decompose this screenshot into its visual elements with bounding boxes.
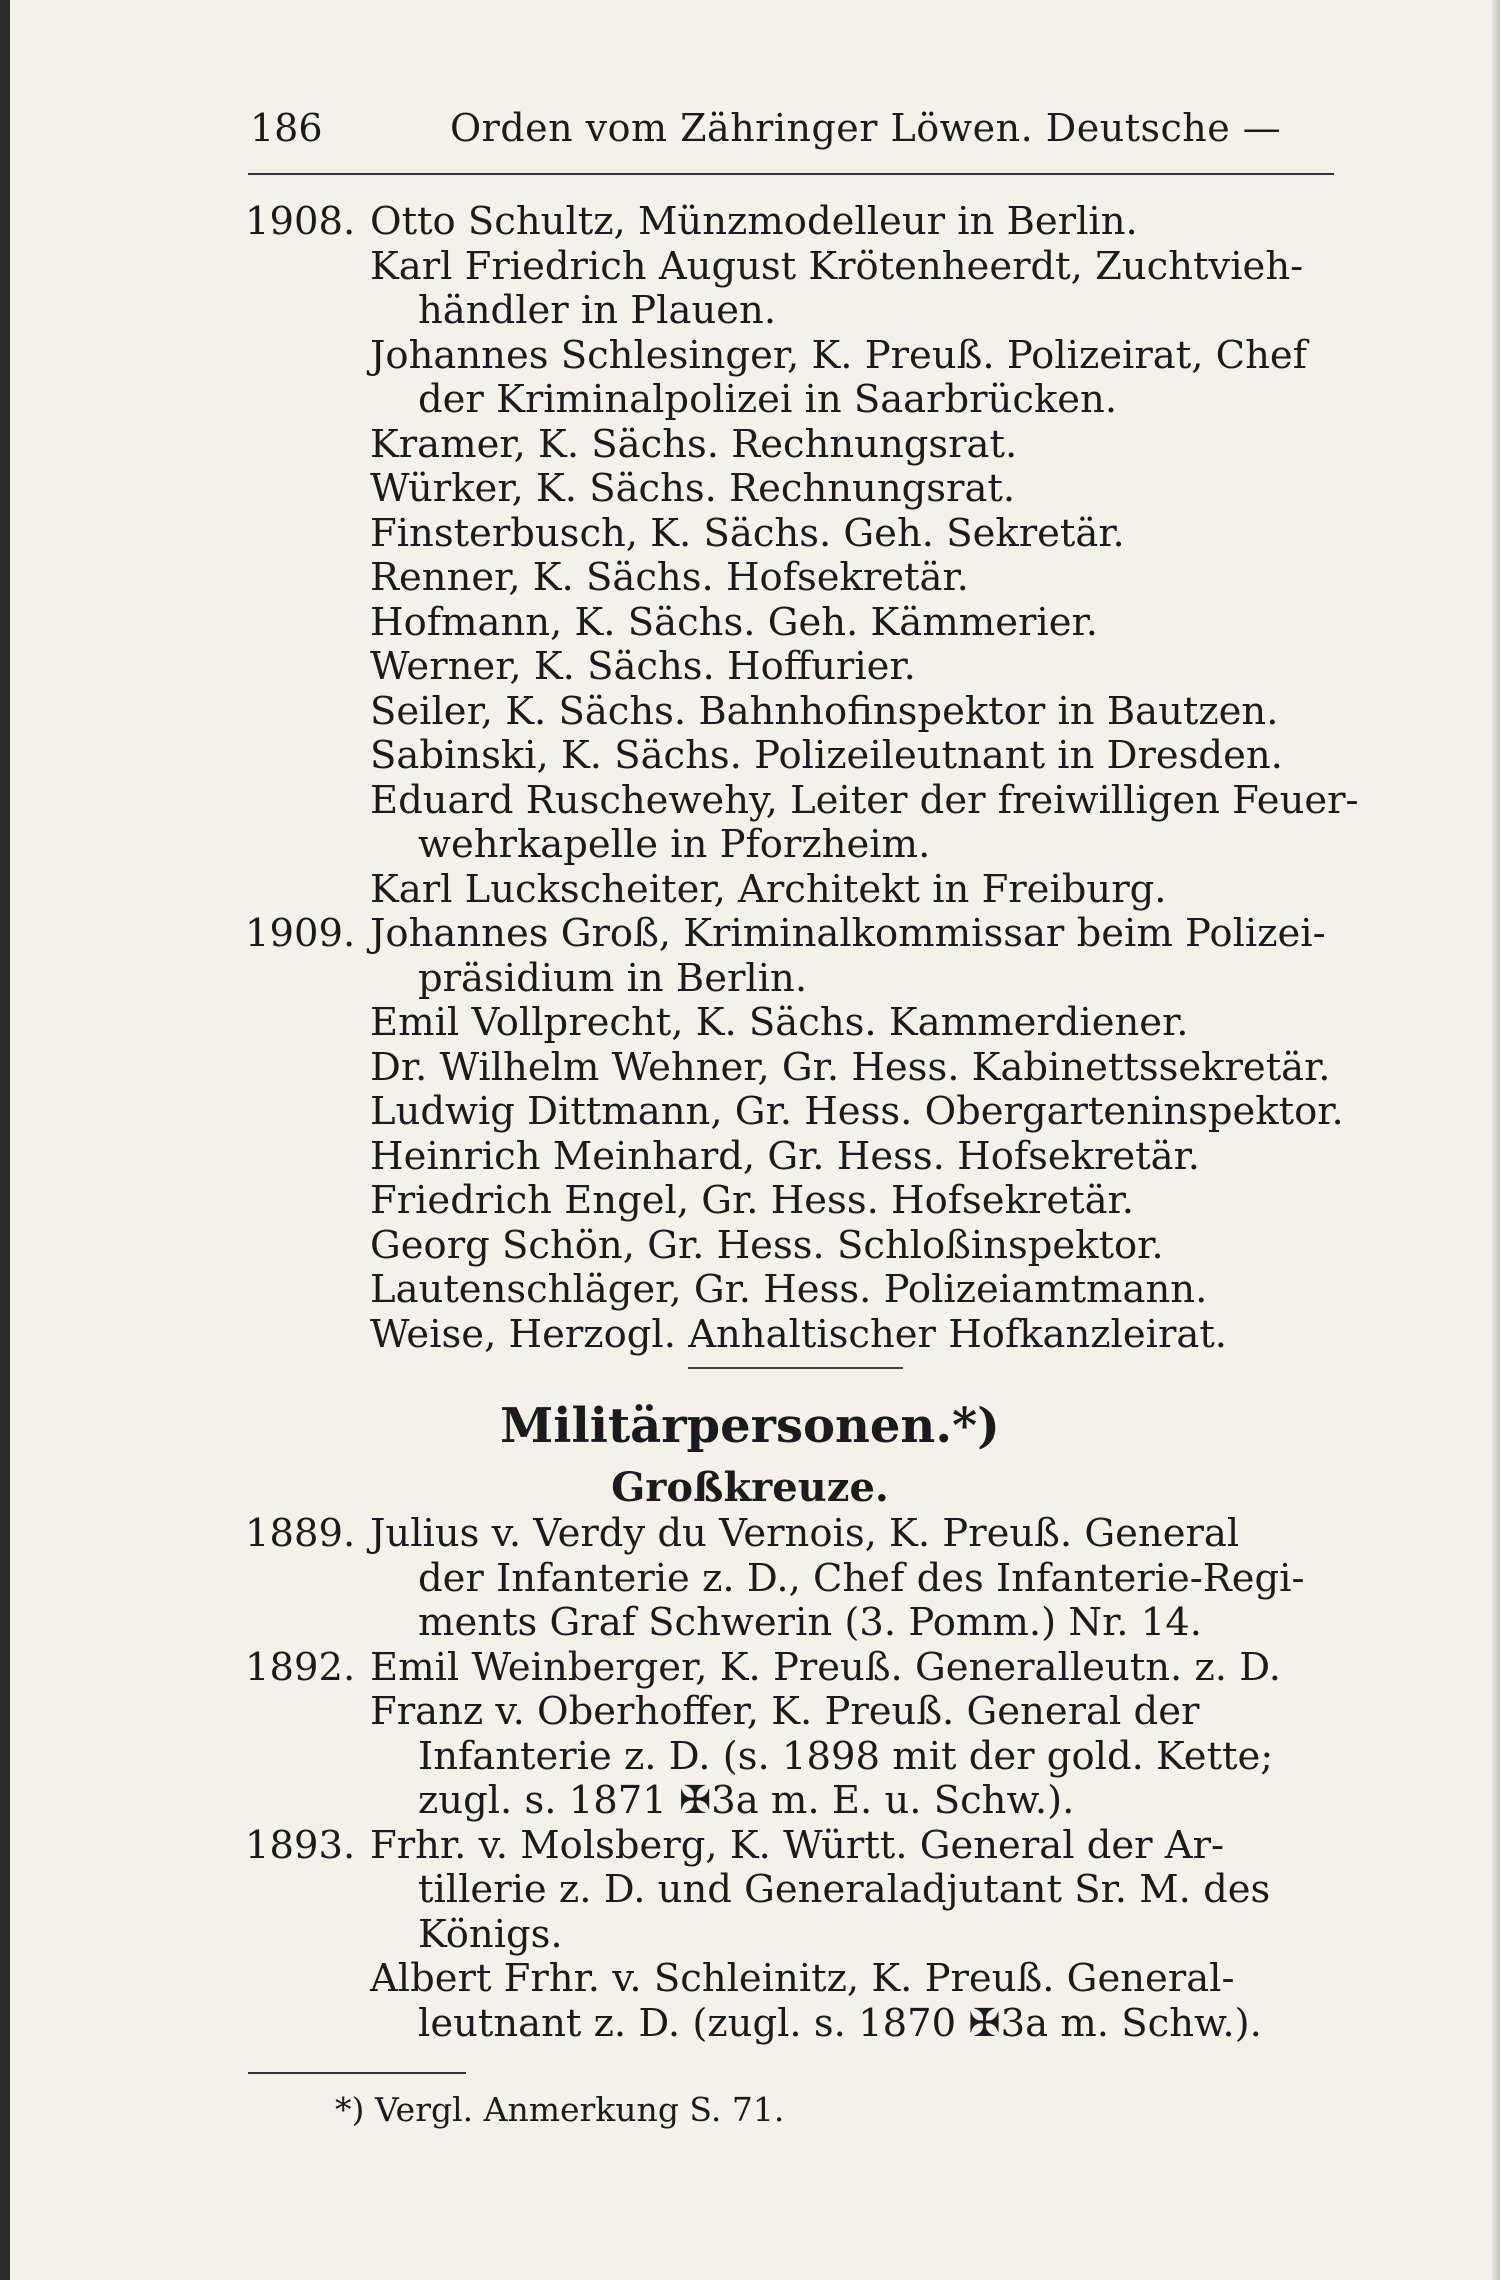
entry-text: Emil Vollprecht, K. Sächs. Kammerdiener. <box>370 1000 1189 1045</box>
entry-line <box>245 467 1345 512</box>
entry-line <box>245 200 1345 245</box>
footnote: *) Vergl. Anmerkung S. 71. <box>335 2090 785 2129</box>
entry-text: Ludwig Dittmann, Gr. Hess. Obergarteninspektor. <box>370 1089 1344 1134</box>
entry-year: 1908. <box>245 199 356 244</box>
entry-continuation: Infanterie z. D. (s. 1898 mit der gold. Kette; <box>418 1733 1274 1779</box>
entry-text: Johannes Groß, Kriminalkommissar beim Polizei- <box>370 911 1326 956</box>
entry-line <box>245 1690 1345 1735</box>
entry-line <box>245 1646 1345 1691</box>
entry-line <box>245 1046 1345 1091</box>
entry-line <box>245 957 1345 1002</box>
entry-text: Georg Schön, Gr. Hess. Schloßinspektor. <box>370 1222 1164 1268</box>
entry-continuation: leutnant z. D. (zugl. s. 1870 ✠3a m. Schw.). <box>418 2000 1262 2046</box>
entry-line <box>245 1913 1345 1958</box>
header-rule <box>248 173 1334 175</box>
entry-line <box>245 1090 1345 1135</box>
entry-line <box>245 690 1345 735</box>
entry-year: 1909. <box>245 911 356 956</box>
entry-line <box>245 645 1345 690</box>
entry-year: 1892. <box>245 1644 356 1690</box>
entry-text: Heinrich Meinhard, Gr. Hess. Hofsekretär. <box>370 1133 1201 1179</box>
entry-text: Emil Weinberger, K. Preuß. Generalleutn. z. D. <box>370 1644 1281 1690</box>
civil-persons-list <box>245 199 1359 1357</box>
entry-text: Finsterbusch, K. Sächs. Geh. Sekretär. <box>370 510 1125 556</box>
entry-line <box>245 556 1345 601</box>
entry-line <box>245 1557 1345 1602</box>
entry-line <box>245 1224 1345 1269</box>
entry-text: Frhr. v. Molsberg, K. Württ. General der Ar- <box>370 1822 1225 1868</box>
entry-line <box>245 1512 1345 1557</box>
entry-text: Hofmann, K. Sächs. Geh. Kämmerier. <box>370 599 1098 645</box>
entry-line <box>245 1601 1345 1646</box>
section-subtitle: Großkreuze. <box>611 1464 889 1511</box>
entry-line <box>245 601 1345 646</box>
entry-line <box>245 1313 1345 1358</box>
entry-text: Otto Schultz, Münzmodelleur in Berlin. <box>370 199 1138 244</box>
entry-continuation: wehrkapelle in Pforzheim. <box>418 822 931 867</box>
entry-line <box>245 512 1345 557</box>
entry-line <box>245 245 1345 290</box>
entry-text: Albert Frhr. v. Schleinitz, K. Preuß. General- <box>370 1956 1235 2001</box>
entry-text: Franz v. Oberhoffer, K. Preuß. General der <box>370 1689 1200 1734</box>
entry-line <box>245 2002 1345 2047</box>
entry-text: Renner, K. Sächs. Hofsekretär. <box>370 555 969 600</box>
entry-text: Weise, Herzogl. Anhaltischer Hofkanzleirat. <box>370 1311 1228 1357</box>
page-number: 186 <box>250 106 323 150</box>
entry-continuation: Königs. <box>418 1911 563 1957</box>
entry-line <box>245 1001 1345 1046</box>
entry-continuation: tillerie z. D. und Generaladjutant Sr. M. des <box>418 1867 1271 1912</box>
entry-line <box>245 1779 1345 1824</box>
entry-text: Sabinski, K. Sächs. Polizeileutnant in Dresden. <box>370 733 1283 778</box>
entry-text: Julius v. Verdy du Vernois, K. Preuß. General <box>370 1511 1240 1556</box>
entry-text: Karl Friedrich August Krötenheerdt, Zuchtvieh- <box>370 243 1304 289</box>
entry-text: Dr. Wilhelm Wehner, Gr. Hess. Kabinettssekretär. <box>370 1044 1331 1090</box>
entry-line <box>245 912 1345 957</box>
section-title: Militärpersonen.*) <box>500 1398 1000 1454</box>
entry-text: Karl Luckscheiter, Architekt in Freiburg. <box>370 866 1167 912</box>
entry-text: Eduard Ruschewehy, Leiter der freiwilligen Feuer- <box>370 777 1359 823</box>
military-persons-list <box>245 1512 1345 2046</box>
entry-line <box>245 334 1345 379</box>
entry-continuation: der Kriminalpolizei in Saarbrücken. <box>418 377 1118 422</box>
entry-continuation: präsidium in Berlin. <box>418 955 808 1001</box>
entry-line <box>245 1268 1345 1313</box>
entry-line <box>245 1868 1345 1913</box>
entry-text: Lautenschläger, Gr. Hess. Polizeiamtmann. <box>370 1267 1208 1312</box>
section-divider <box>688 1367 903 1369</box>
entry-text: Johannes Schlesinger, K. Preuß. Polizeirat, Chef <box>370 332 1307 378</box>
footnote-rule <box>248 2072 466 2074</box>
entry-continuation: händler in Plauen. <box>418 288 777 333</box>
entry-line <box>245 734 1345 779</box>
entry-line <box>245 868 1345 913</box>
entry-line <box>245 289 1345 334</box>
entry-text: Friedrich Engel, Gr. Hess. Hofsekretär. <box>370 1178 1134 1223</box>
entry-year: 1889. <box>245 1511 356 1556</box>
entry-continuation: zugl. s. 1871 ✠3a m. E. u. Schw.). <box>418 1778 1075 1823</box>
entry-line <box>245 423 1345 468</box>
entry-line <box>245 1824 1345 1869</box>
entry-text: Würker, K. Sächs. Rechnungsrat. <box>370 466 1016 511</box>
page-binding-edge <box>0 0 10 2280</box>
running-title: Orden vom Zähringer Löwen. Deutsche — <box>450 106 1282 150</box>
running-header <box>250 106 1330 156</box>
entry-year: 1893. <box>245 1822 356 1868</box>
entry-line <box>245 1135 1345 1180</box>
entry-line <box>245 378 1345 423</box>
entry-line <box>245 1735 1345 1780</box>
entry-line <box>245 777 1359 824</box>
entry-continuation: der Infanterie z. D., Chef des Infanterie-Regi- <box>418 1555 1305 1601</box>
entry-line <box>245 1957 1345 2002</box>
page-right-edge <box>1492 0 1500 2280</box>
entry-text: Werner, K. Sächs. Hoffurier. <box>370 644 916 689</box>
entry-line <box>245 1179 1345 1224</box>
entry-text: Seiler, K. Sächs. Bahnhofinspektor in Bautzen. <box>370 688 1279 734</box>
entry-continuation: ments Graf Schwerin (3. Pomm.) Nr. 14. <box>418 1600 1202 1645</box>
entry-text: Kramer, K. Sächs. Rechnungsrat. <box>370 421 1018 467</box>
entry-line <box>245 823 1345 868</box>
